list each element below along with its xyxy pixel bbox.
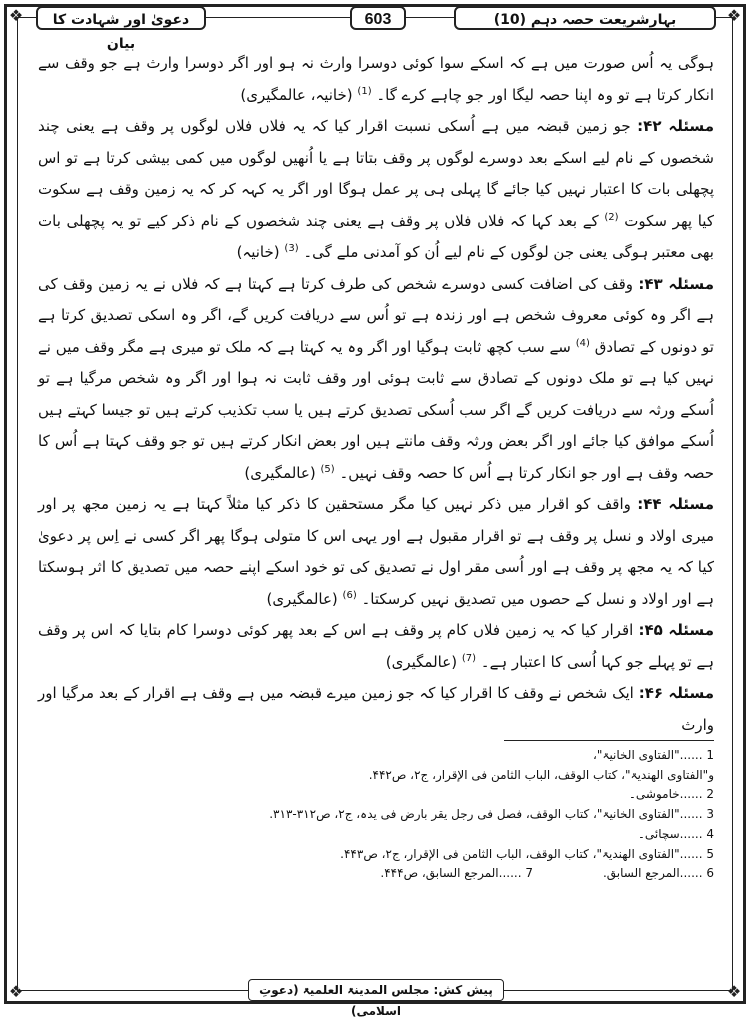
footnote-ref: (3) [284, 243, 299, 254]
source-citation: (خانیہ) [236, 243, 280, 261]
footnote-row [38, 864, 714, 884]
paragraph [38, 678, 714, 741]
masala-label: مسئلہ ۴۳: [638, 274, 714, 293]
footnote: 1 ......"الفتاوی الخانیۃ"، [593, 748, 714, 762]
paragraph-text: کے بعد کہا کہ فلاں فلاں پر وقف ہے یعنی چند شخصوں کے نام ذکر کیے تو یہ پچھلی بات بھی معتبر ہوگی یعنی جن لوگوں کے نام لیے اُن کو آمدنی ملے گی۔ [38, 211, 714, 261]
masala-label: مسئلہ ۴۴: [637, 495, 714, 513]
paragraph [38, 48, 714, 111]
paragraph-text: جو زمین قبضہ میں ہے اُسکی نسبت اقرار کیا کہ یہ فلاں فلاں لوگوں پر وقف ہے یعنی چند شخصوں کے نام لیے اسکے بعد دوسرے لوگوں پر وقف بتاتا ہے یا اُنھیں لوگوں میں کمی بیشی کرتا ہے تو اس پچھلی بات کا اعتبار نہیں کیا جائے گا پہلی ہی پر عمل ہوگا اور اگر یہ کہہ کر کہ یہ زمین وقف ہے سکوت کیا پھر سکوت [38, 117, 714, 230]
masala-label: مسئلہ ۴۵: [638, 621, 714, 639]
page-header [20, 6, 732, 52]
corner-ornament-icon: ❖ [726, 6, 742, 25]
masala-label: مسئلہ ۴۶: [638, 684, 714, 702]
page-footer: پیش کش: مجلس المدینۃ العلمیۃ (دعوتِ اسلامی) [248, 979, 504, 1001]
masala-label: مسئلہ ۴۲: [637, 117, 714, 135]
paragraph [38, 489, 714, 615]
footnote-ref: (7) [461, 652, 477, 664]
footnote: 2 ......خاموشی۔ [628, 787, 714, 802]
footnote: 7 ......المرجع السابق، ص۴۴۴. [380, 866, 533, 881]
paragraph-text: ایک شخص نے وقف کا اقرار کیا کہ جو زمین میرے قبضہ میں ہے وقف ہے اقرار کے بعد مرگیا اور وارث [38, 684, 714, 734]
footnote: 4 ......سچائی۔ [637, 826, 714, 841]
footnote-divider [504, 740, 714, 741]
footnote-ref: (2) [604, 211, 619, 223]
paragraph-text: ہوگی یہ اُس صورت میں ہے کہ اسکے سوا کوئی دوسرا وارث نہ ہو اور اگر دوسرا وارث ہے جو وقف سے انکار کرتا ہے تو وہ اپنا حصہ لیگا اور جو چاہے کرے گا۔ [38, 54, 714, 104]
footnote-ref: (6) [342, 589, 357, 601]
source-citation: (عالمگیری) [385, 652, 458, 671]
paragraph [38, 111, 714, 269]
footnote: 6 ......المرجع السابق. [602, 866, 714, 881]
corner-ornament-icon: ❖ [8, 982, 24, 1001]
footnote-ref: (4) [575, 337, 590, 349]
source-citation: (خانیہ، عالمگیری) [240, 85, 353, 104]
source-citation: (عالمگیری) [244, 463, 316, 482]
paragraph-text: واقف کو اقرار میں ذکر نہیں کیا مگر مستحقین کا ذکر کیا مثلاً کہتا ہے یہ زمین مجھ پر اور میری اولاد و نسل پر وقف ہے تو اقرار مقبول ہے اور یہی اس کا متولی ہوگا پھر اگر کسی نے اِس پر دعویٰ کیا کہ یہ مجھ پر وقف ہے اور اُسی مقر اول نے تصدیق کی تو خود اسکے اپنے حصہ میں تصدیق کا اثر ہوسکتا ہے اور اولاد و نسل کے حصوں میں تصدیق نہیں کرسکتا۔ [38, 495, 714, 608]
paragraph [38, 615, 714, 678]
footnote: 5 ......"الفتاوی الھندیۃ"، کتاب الوقف، الباب الثامن فی الإقرار، ج۲، ص۴۴۳. [340, 846, 714, 861]
footnote: و"الفتاوی الھندیۃ"، کتاب الوقف، الباب الثامن فی الإقرار، ج۲، ص۴۴۲. [368, 767, 714, 782]
footnotes [38, 746, 714, 884]
paragraph [38, 269, 714, 490]
corner-ornament-icon: ❖ [8, 6, 24, 25]
footnote-ref: (5) [320, 463, 335, 475]
page-number: 603 [350, 6, 406, 30]
chapter-title: دعویٰ اور شہادت کا بیان [36, 6, 206, 30]
paragraph-text: اقرار کیا کہ یہ زمین فلاں کام پر وقف ہے اس کے بعد پھر کوئی دوسرا کام بتایا کہ اس پر وقف ہے تو پہلے جو کہا اُسی کا اعتبار ہے۔ [38, 621, 714, 671]
book-title: بہارِشریعت حصہ دہم (10) [454, 6, 716, 30]
footnote-ref: (1) [357, 85, 372, 97]
main-text [38, 48, 714, 741]
source-citation: (عالمگیری) [266, 589, 338, 608]
paragraph-text: سے سب کچھ ثابت ہوگیا اور اگر وہ یہ کہتا ہے کہ ملک تو میری ہے مگر وقف میں نے نہیں کیا ہے تو ملک دونوں کے تصادق سے ثابت ہوئی اور وقف ثابت نہ ہوا اور اگر وہ شخص مرگیا ہے تو اُسکے ورثہ سے دریافت کریں گے اگر سب اُسکی تصدیق کرتے ہیں یا سب تکذیب کرتے ہیں تو جیسا کہتے ہیں اُسکے موافق کیا جائے اور اگر بعض ورثہ وقف مانتے ہیں اور بعض انکار کرتے ہیں تو جو وقف کہتا ہے اُس کا حصہ وقف ہے اور جو انکار کرتا ہے اُس کا حصہ وقف نہیں۔ [38, 337, 714, 482]
corner-ornament-icon: ❖ [726, 982, 742, 1001]
footnote: 3 ......"الفتاوی الخانیۃ"، کتاب الوقف، فصل فی رجل یقر بارض فی یدہ، ج۲، ص۳۱۲-۳۱۳. [269, 807, 714, 822]
paragraph-text: وقف کی اضافت کسی دوسرے شخص کی طرف کرتا ہے کہتا ہے کہ فلاں نے یہ زمین وقف کی ہے اگر وہ کوئی معروف شخص ہے اور زندہ ہے تو اُس سے دریافت کریں گے، اگر وہ اسکی تصدیق کرتا ہے تو دونوں کے تصادق [38, 274, 714, 356]
